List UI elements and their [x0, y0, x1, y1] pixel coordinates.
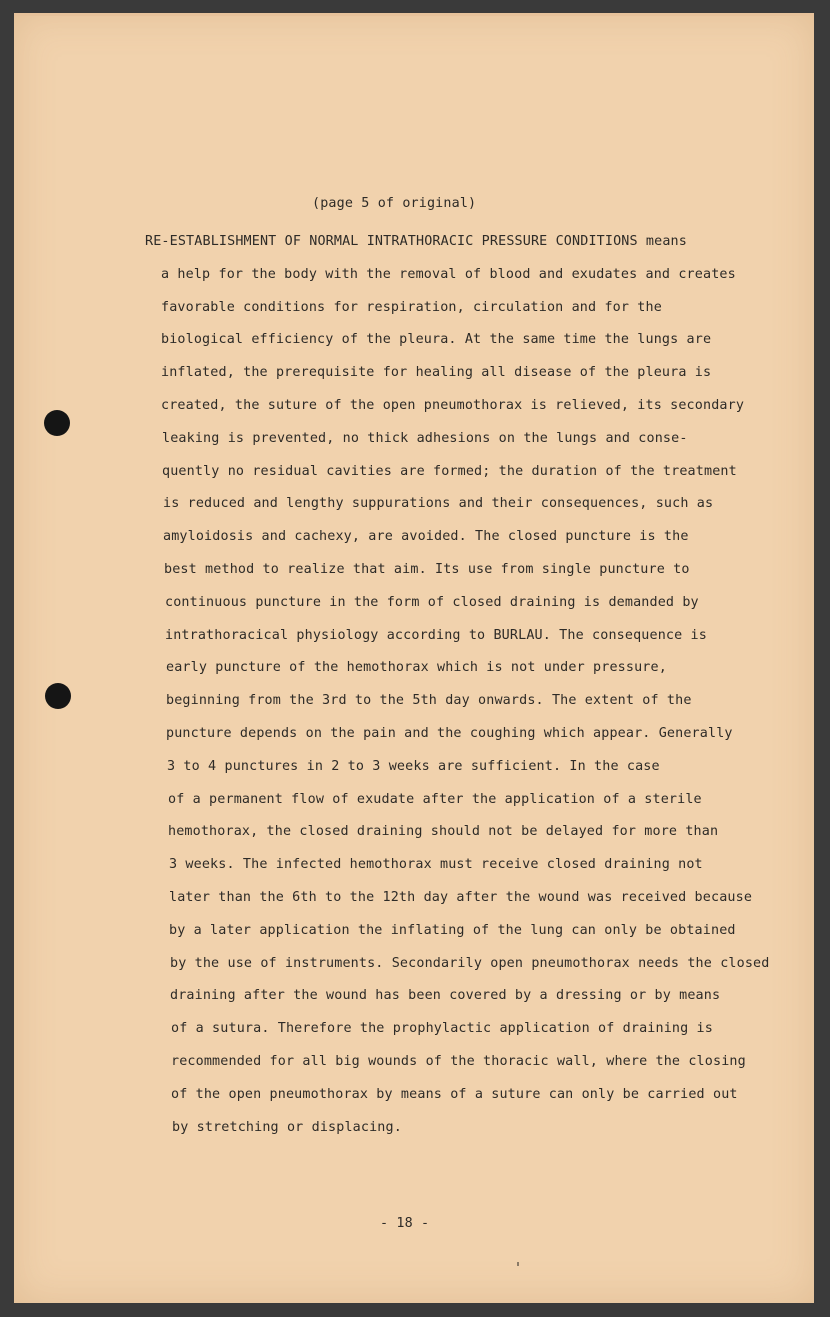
- text-line: puncture depends on the pain and the coughing which appear. Generally: [166, 725, 733, 741]
- text-line: best method to realize that aim. Its use from single puncture to: [164, 561, 690, 577]
- text-line: beginning from the 3rd to the 5th day onwards. The extent of the: [166, 693, 692, 709]
- text-line: later than the 6th to the 12th day after the wound was received because: [169, 889, 753, 905]
- punch-hole-lower: [45, 683, 71, 709]
- page-header: (page 5 of original): [312, 196, 477, 211]
- text-line: quently no residual cavities are formed; the duration of the treatment: [162, 463, 737, 479]
- text-line: of the open pneumothorax by means of a suture can only be carried out: [171, 1086, 738, 1102]
- text-line: a help for the body with the removal of blood and exudates and creates: [161, 266, 736, 282]
- page-number: - 18 -: [380, 1216, 430, 1231]
- text-line: hemothorax, the closed draining should not be delayed for more than: [168, 824, 719, 840]
- text-line: by a later application the inflating of the lung can only be obtained: [169, 922, 736, 938]
- punch-hole-upper: [44, 410, 70, 436]
- text-line: of a permanent flow of exudate after the application of a sterile: [168, 791, 702, 807]
- text-line: RE-ESTABLISHMENT OF NORMAL INTRATHORACIC PRESSURE CONDITIONS means: [145, 234, 687, 249]
- text-line: 3 to 4 punctures in 2 to 3 weeks are sufficient. In the case: [167, 758, 660, 774]
- text-line: leaking is prevented, no thick adhesions on the lungs and conse-: [162, 430, 688, 446]
- text-line: by the use of instruments. Secondarily open pneumothorax needs the closed: [170, 955, 770, 971]
- text-line: inflated, the prerequisite for healing all disease of the pleura is: [161, 365, 712, 381]
- paper-mark: [517, 1262, 519, 1266]
- body-text: [145, 226, 769, 1144]
- text-line: early puncture of the hemothorax which is not under pressure,: [166, 660, 667, 676]
- text-line: draining after the wound has been covered by a dressing or by means: [170, 988, 721, 1004]
- text-line: by stretching or displacing.: [172, 1119, 402, 1135]
- paper-edge: [14, 13, 814, 16]
- text-line: continuous puncture in the form of closed draining is demanded by: [165, 594, 699, 610]
- text-line: amyloidosis and cachexy, are avoided. The closed puncture is the: [163, 529, 689, 545]
- text-line: of a sutura. Therefore the prophylactic application of draining is: [171, 1021, 713, 1037]
- text-line: 3 weeks. The infected hemothorax must receive closed draining not: [169, 857, 703, 873]
- text-line: biological efficiency of the pleura. At the same time the lungs are: [161, 332, 712, 348]
- text-line: favorable conditions for respiration, circulation and for the: [161, 299, 662, 315]
- text-line: created, the suture of the open pneumothorax is relieved, its secondary: [161, 397, 745, 413]
- text-line: is reduced and lengthy suppurations and their consequences, such as: [163, 496, 714, 512]
- text-line: intrathoracical physiology according to BURLAU. The consequence is: [165, 627, 707, 643]
- text-line: recommended for all big wounds of the thoracic wall, where the closing: [171, 1053, 746, 1069]
